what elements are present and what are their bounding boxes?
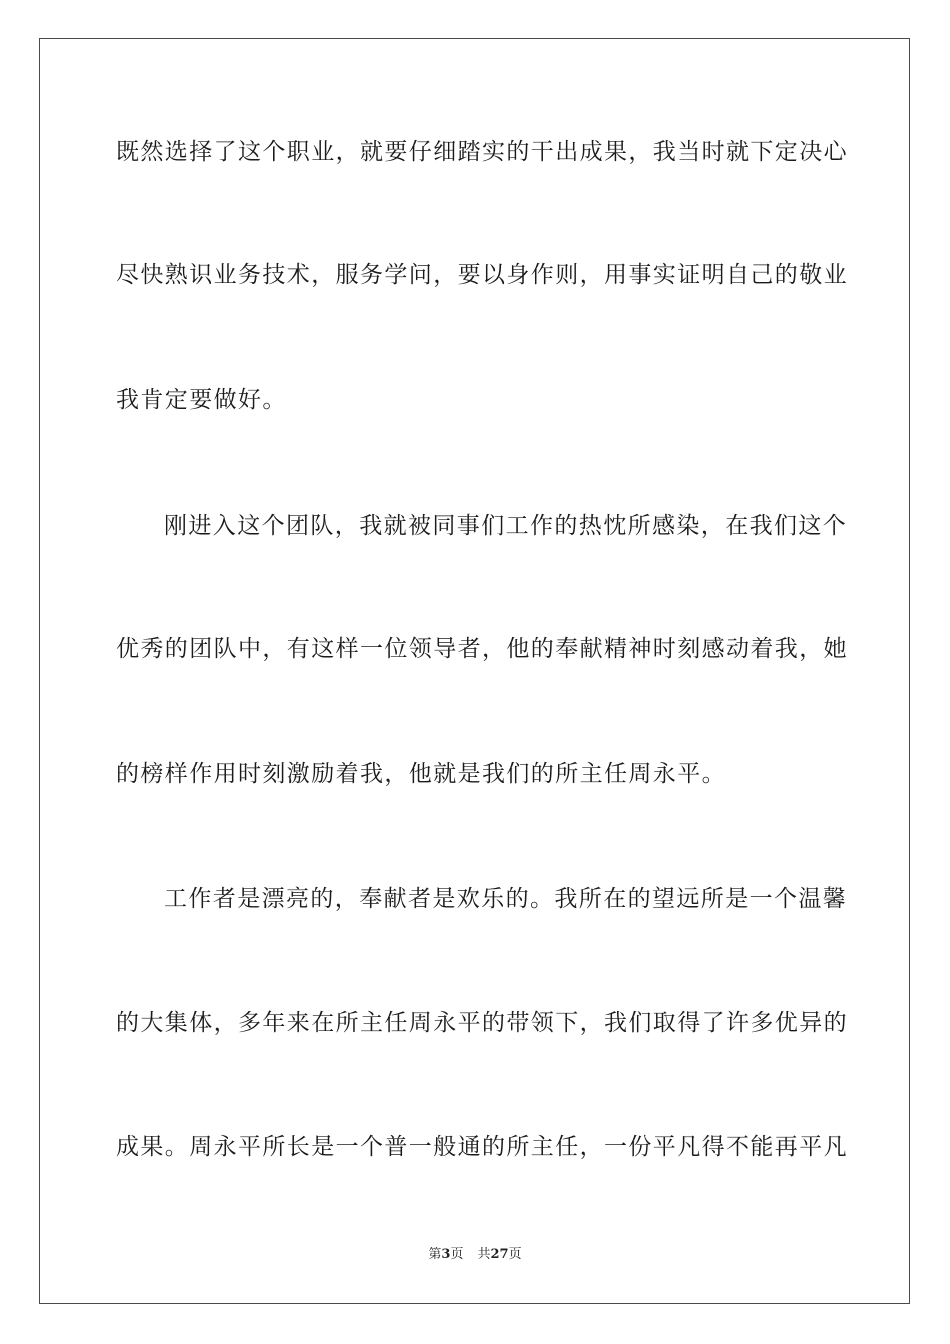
body-line-5: 优秀的团队中，有这样一位领导者，他的奉献精神时刻感动着我，她 [116,636,848,662]
total-prefix: 共 [477,1247,491,1262]
body-line-8: 的大集体，多年来在所主任周永平的带领下，我们取得了许多优异的 [116,1010,848,1036]
body-line-4: 刚进入这个团队，我就被同事们工作的热忱所感染，在我们这个 [164,513,848,539]
body-line-9: 成果。周永平所长是一个普一般通的所主任，一份平凡得不能再平凡 [116,1134,848,1160]
page-number: 3 [441,1247,451,1262]
total-suffix: 页 [508,1247,522,1262]
page-prefix: 第 [428,1247,442,1262]
page-suffix: 页 [450,1247,464,1262]
body-line-2: 尽快熟识业务技术，服务学问，要以身作则，用事实证明自己的敬业 [116,262,848,288]
body-line-1: 既然选择了这个职业，就要仔细踏实的干出成果，我当时就下定决心 [116,139,848,165]
total-pages: 27 [490,1247,509,1262]
body-line-6: 的榜样作用时刻激励着我，他就是我们的所主任周永平。 [116,761,726,787]
page-footer [0,1246,950,1264]
body-line-7: 工作者是漂亮的，奉献者是欢乐的。我所在的望远所是一个温馨 [164,886,848,912]
page-border [39,38,910,1304]
body-line-3: 我肯定要做好。 [116,387,287,413]
